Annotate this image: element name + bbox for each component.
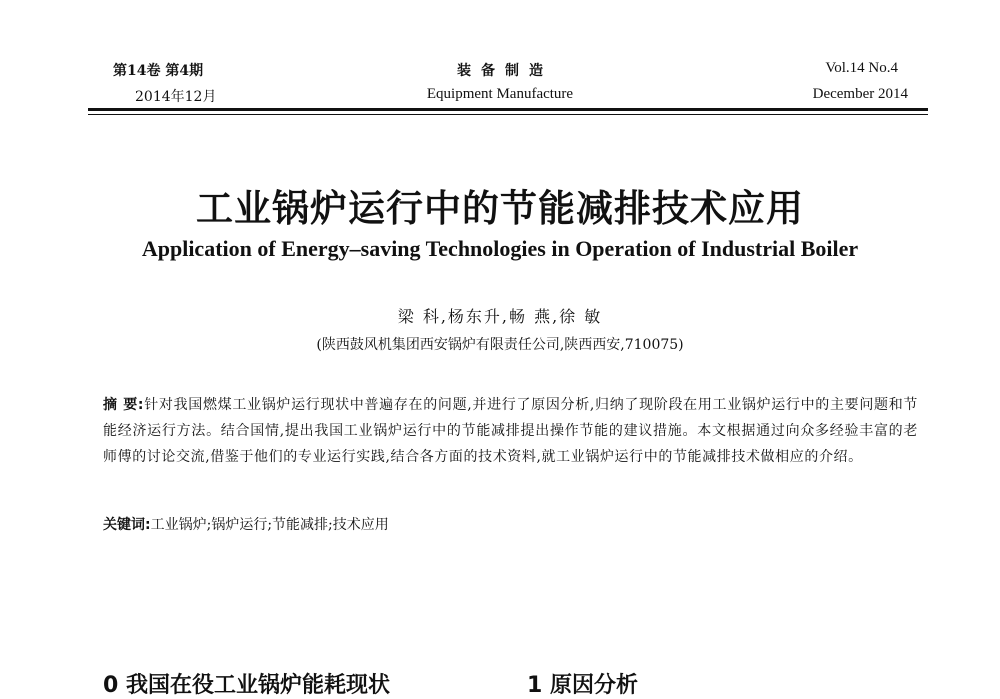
date-cn: 2014年12月 bbox=[135, 89, 217, 105]
title-chinese: 工业锅炉运行中的节能减排技术应用 bbox=[196, 187, 804, 230]
header-rule-thin bbox=[88, 114, 928, 115]
volume-issue-en: Vol.14 No.4 bbox=[825, 60, 898, 76]
keywords-label: 关键词: bbox=[103, 517, 151, 533]
volume-issue-cn: 第14卷 第4期 bbox=[113, 63, 204, 79]
header-rule-thick bbox=[88, 108, 928, 111]
section-heading-0: 0 我国在役工业锅炉能耗现状 bbox=[103, 673, 390, 698]
section-heading-1: 1 原因分析 bbox=[527, 673, 638, 698]
affiliation: (陕西鼓风机集团西安锅炉有限责任公司,陕西西安,710075) bbox=[316, 337, 684, 353]
journal-header bbox=[0, 58, 1000, 108]
journal-name-en: Equipment Manufacture bbox=[426, 86, 574, 102]
date-en: December 2014 bbox=[812, 86, 908, 102]
title-english: Application of Energy–saving Technologies in Operation of Industrial Boiler bbox=[141, 236, 859, 261]
keywords-text: 工业锅炉;锅炉运行;节能减排;技术应用 bbox=[150, 517, 389, 533]
journal-name-cn: 装备制造 bbox=[457, 63, 553, 79]
abstract-text: 针对我国燃煤工业锅炉运行现状中普遍存在的问题,并进行了原因分析,归纳了现阶段在用工业锅炉运行中的主要问题和节能经济运行方法。结合国情,提出我国工业锅炉运行中的节能减排提出操作节能的建议措施。本文根据通过向众多经验丰富的老师傅的讨论交流,借鉴于他们的专业运行实践,结合各方面的技术资料,就工业锅炉运行中的节能减排技术做相应的介绍。 bbox=[103, 397, 919, 465]
abstract-label: 摘 要: bbox=[103, 397, 145, 413]
abstract bbox=[103, 392, 918, 470]
keywords bbox=[103, 512, 918, 538]
author-list: 梁 科,杨东升,畅 燕,徐 敏 bbox=[397, 307, 603, 326]
